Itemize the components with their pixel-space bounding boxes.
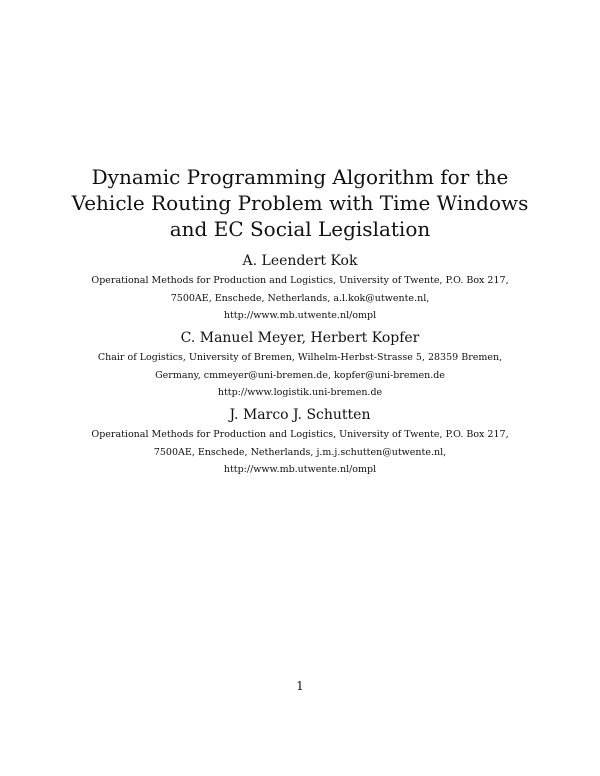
- author-3-affiliation-line-3: http://www.mb.utwente.nl/ompl: [223, 464, 377, 475]
- page-number: 1: [296, 679, 304, 693]
- title-line-1: Dynamic Programming Algorithm for the: [91, 165, 509, 189]
- author-2-affiliation-line-3: http://www.logistik.uni-bremen.de: [217, 387, 383, 398]
- author-3-name: J. Marco J. Schutten: [229, 407, 371, 423]
- title-line-3: and EC Social Legislation: [169, 217, 431, 241]
- author-2-affiliation-line-1: Chair of Logistics, University of Bremen, Wilhelm-Herbst-Strasse 5, 28359 Bremen,: [97, 352, 503, 363]
- author-1-affiliation-line-3: http://www.mb.utwente.nl/ompl: [223, 310, 377, 321]
- author-1-affiliation-line-2: 7500AE, Enschede, Netherlands, a.l.kok@utwente.nl,: [170, 293, 430, 304]
- author-3-affiliation-line-2: 7500AE, Enschede, Netherlands, j.m.j.schutten@utwente.nl,: [153, 447, 447, 458]
- author-1-affiliation-line-1: Operational Methods for Production and Logistics, University of Twente, P.O. Box 217,: [91, 275, 509, 286]
- author-2-name: C. Manuel Meyer, Herbert Kopfer: [180, 330, 420, 346]
- author-2-affiliation-line-2: Germany, cmmeyer@uni-bremen.de, kopfer@uni-bremen.de: [155, 370, 445, 381]
- title-line-2: Vehicle Routing Problem with Time Windows: [71, 191, 529, 215]
- paper-title: [0, 164, 600, 242]
- author-3-affiliation-line-1: Operational Methods for Production and Logistics, University of Twente, P.O. Box 217,: [91, 429, 509, 440]
- author-1-name: A. Leendert Kok: [242, 253, 358, 269]
